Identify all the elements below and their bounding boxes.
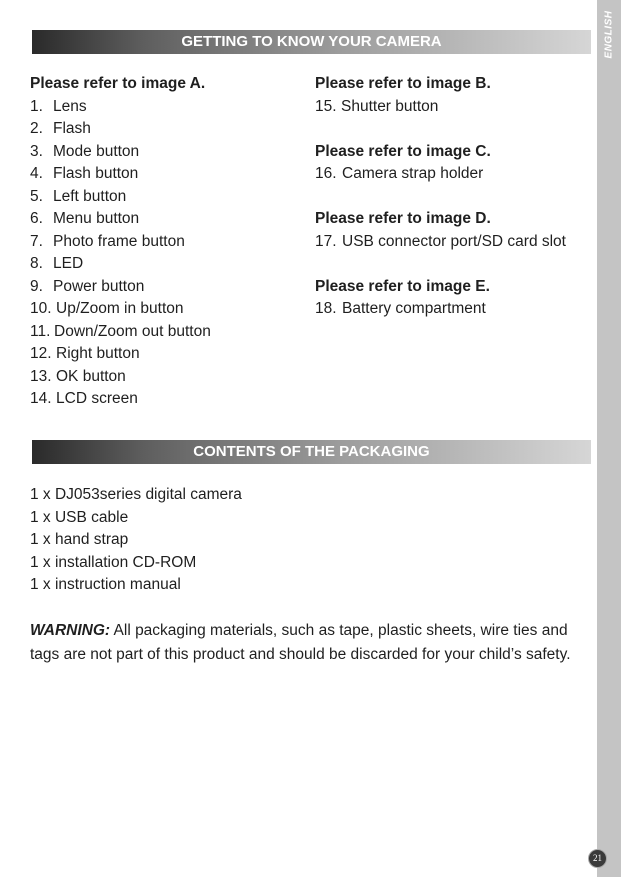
item-label: Shutter button: [341, 97, 439, 115]
item-label: Battery compartment: [342, 300, 486, 317]
list-item: [30, 321, 300, 344]
item-label: LED: [53, 255, 84, 272]
item-number: 2.: [30, 120, 43, 137]
item-label: USB connector port/SD card slot: [342, 232, 566, 250]
list-item: [315, 96, 590, 119]
image-d-heading: Please refer to image D.: [315, 210, 491, 227]
list-item: [30, 253, 300, 276]
warning-label: WARNING:: [30, 622, 111, 639]
list-item: [30, 118, 300, 141]
language-sidebar: [597, 0, 621, 877]
item-number: 5.: [30, 187, 43, 205]
item-label: Menu button: [53, 210, 140, 227]
item-number: 6.: [30, 210, 43, 227]
item-number: 11.: [30, 322, 51, 340]
list-item: 1 x installation CD-ROM: [30, 553, 197, 571]
parts-list-images-b-e: [315, 73, 590, 321]
item-number: 9.: [30, 277, 43, 295]
section-title-getting-to-know: GETTING TO KNOW YOUR CAMERA: [32, 30, 591, 54]
list-item: [315, 163, 590, 186]
item-number: 18.: [315, 300, 337, 317]
list-item: [30, 343, 300, 366]
item-label: Mode button: [53, 142, 140, 160]
item-label: Down/Zoom out button: [54, 322, 211, 340]
item-number: 7.: [30, 232, 43, 250]
warning-text: All packaging materials, such as tape, plastic sheets, wire ties and tags are not part of this product and should be discarded for your child’s safety.: [30, 622, 571, 663]
list-item: [315, 298, 590, 321]
item-label: Camera strap holder: [342, 165, 484, 182]
item-number: 17.: [315, 232, 337, 250]
parts-list-image-a: [30, 73, 300, 411]
package-contents-list: [30, 484, 590, 597]
item-number: 1.: [30, 97, 43, 115]
list-item: [30, 141, 300, 164]
warning-paragraph: [30, 619, 592, 667]
item-number: 3.: [30, 142, 43, 160]
list-item: [315, 231, 590, 254]
item-number: 10.: [30, 300, 52, 317]
item-number: 8.: [30, 255, 43, 272]
list-item: 1 x USB cable: [30, 508, 129, 526]
item-label: OK button: [56, 367, 126, 385]
item-label: Lens: [53, 97, 87, 115]
list-item: 1 x DJ053series digital camera: [30, 486, 242, 503]
page-number: 21: [588, 849, 607, 868]
list-item: [30, 298, 300, 321]
item-label: Right button: [56, 345, 140, 362]
list-item: [30, 231, 300, 254]
item-label: Left button: [53, 187, 127, 205]
list-item: [30, 276, 300, 299]
item-label: Up/Zoom in button: [56, 300, 184, 317]
item-number: 12.: [30, 345, 52, 362]
list-item: [30, 208, 300, 231]
item-label: Photo frame button: [53, 232, 185, 250]
item-label: LCD screen: [56, 390, 138, 407]
item-number: 13.: [30, 367, 52, 385]
list-item: [30, 388, 300, 411]
list-item: [30, 163, 300, 186]
item-number: 15.: [315, 97, 337, 115]
list-item: [30, 366, 300, 389]
image-c-heading: Please refer to image C.: [315, 142, 491, 160]
item-number: 14.: [30, 390, 52, 407]
image-e-heading: Please refer to image E.: [315, 277, 490, 295]
item-label: Power button: [53, 277, 145, 295]
section-title-contents: CONTENTS OF THE PACKAGING: [32, 440, 591, 464]
language-label: ENGLISH: [603, 10, 615, 58]
item-label: Flash: [53, 120, 91, 137]
image-b-heading: Please refer to image B.: [315, 75, 491, 92]
list-item: 1 x instruction manual: [30, 576, 181, 593]
item-label: Flash button: [53, 165, 139, 182]
image-a-heading: Please refer to image A.: [30, 75, 206, 92]
item-number: 4.: [30, 165, 43, 182]
list-item: 1 x hand strap: [30, 531, 129, 548]
list-item: [30, 186, 300, 209]
list-item: [30, 96, 300, 119]
item-number: 16.: [315, 165, 337, 182]
